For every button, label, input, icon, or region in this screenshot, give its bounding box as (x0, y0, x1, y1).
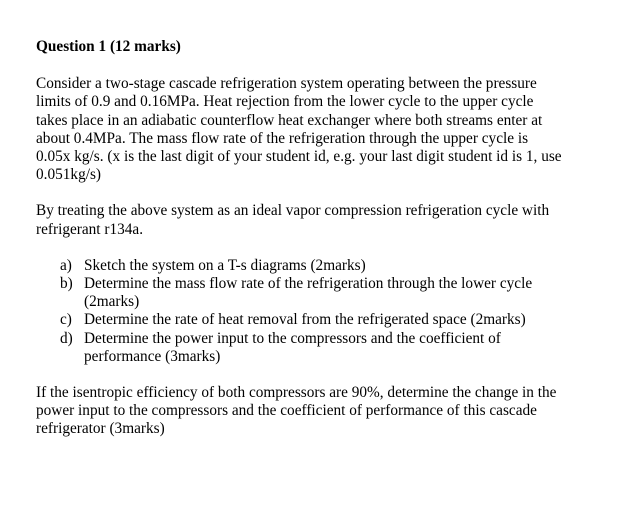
assumption-line: By treating the above system as an ideal vapor compression refrigeration cycle with (36, 202, 550, 220)
final-line: If the isentropic efficiency of both compressors are 90%, determine the change in the (36, 384, 557, 402)
assumption-line: refrigerant r134a. (36, 220, 144, 238)
part-text (84, 275, 596, 311)
part-marker: b) (60, 275, 73, 293)
question-title: Question 1 (12 marks) (36, 38, 181, 55)
part-line: Determine the rate of heat removal from the refrigerated space (2marks) (84, 311, 526, 329)
intro-line: about 0.4MPa. The mass flow rate of the refrigeration through the upper cycle is (36, 129, 529, 147)
part-line: Sketch the system on a T-s diagrams (2marks) (84, 256, 366, 274)
intro-line: Consider a two-stage cascade refrigeration system operating between the pressure (36, 75, 537, 93)
document-page (36, 38, 596, 457)
part-text (84, 311, 596, 329)
part-line: performance (3marks) (84, 347, 221, 365)
final-line: power input to the compressors and the coefficient of performance of this cascade (36, 402, 537, 420)
intro-line: limits of 0.9 and 0.16MPa. Heat rejection from the lower cycle to the upper cycle (36, 93, 534, 111)
intro-paragraph (36, 75, 596, 184)
part-marker: c) (60, 311, 72, 329)
assumption-paragraph (36, 202, 596, 238)
list-item (60, 257, 596, 275)
part-line: Determine the mass flow rate of the refrigeration through the lower cycle (84, 275, 533, 293)
parts-list (36, 257, 596, 366)
final-line: refrigerator (3marks) (36, 420, 165, 438)
intro-line: takes place in an adiabatic counterflow heat exchanger where both streams enter at (36, 111, 543, 129)
part-text (84, 330, 596, 366)
list-item (60, 330, 596, 366)
part-line: Determine the power input to the compressors and the coefficient of (84, 329, 501, 347)
list-item (60, 311, 596, 329)
part-marker: d) (60, 329, 73, 347)
intro-line: 0.05x kg/s. (x is the last digit of your student id, e.g. your last digit student id is 1, use (36, 148, 562, 166)
part-line: (2marks) (84, 293, 140, 311)
part-text (84, 257, 596, 275)
list-item (60, 275, 596, 311)
part-marker: a) (60, 256, 72, 274)
final-paragraph (36, 384, 596, 439)
intro-line: 0.051kg/s) (36, 166, 102, 184)
